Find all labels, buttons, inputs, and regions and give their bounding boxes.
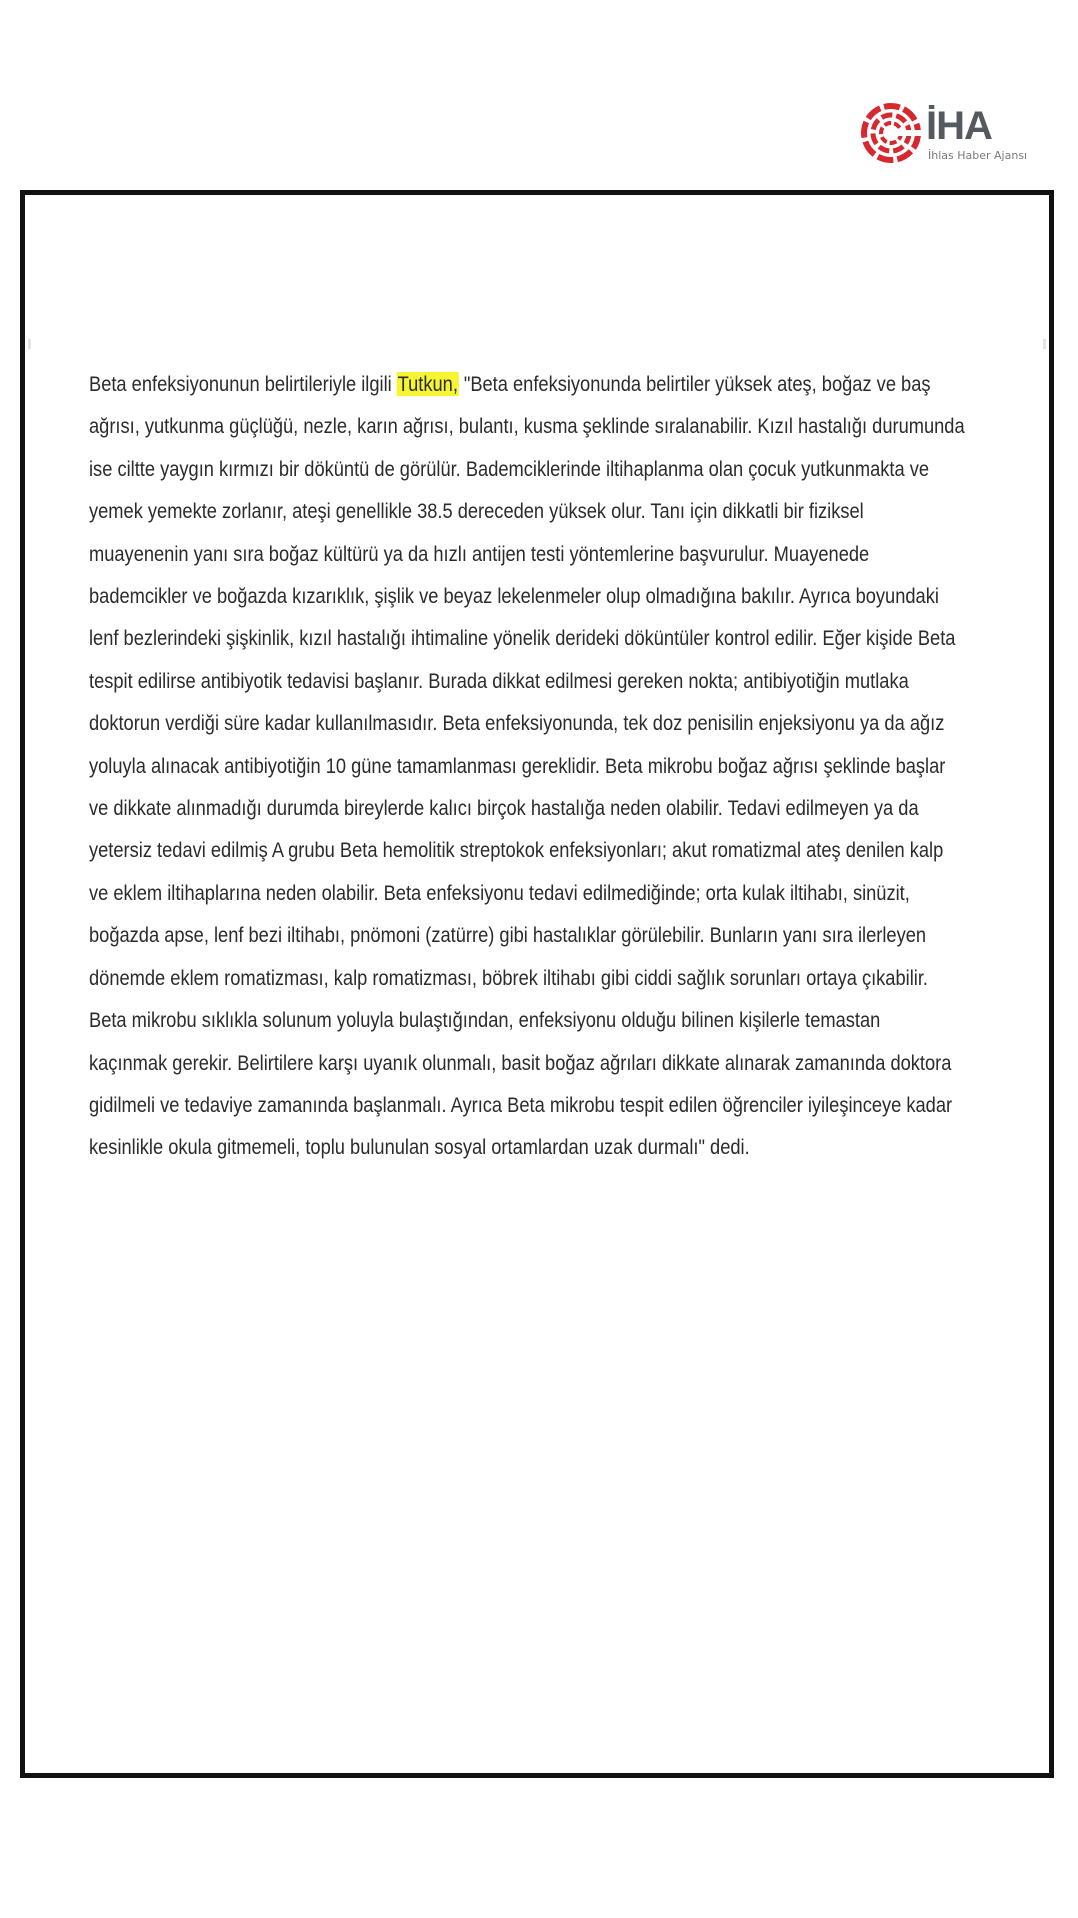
left-edge-mark (28, 339, 31, 349)
article-line: kaçınmak gerekir. Belirtilere karşı uyanık olunmalı, basit boğaz ağrıları dikkate alınarak zamanında doktora (89, 1050, 952, 1075)
article-body (89, 363, 965, 1169)
article-line: boğazda apse, lenf bezi iltihabı, pnömoni (zatürre) gibi hastalıklar görülebilir. Bunların yanı sıra ilerleyen (89, 923, 927, 948)
article-line (89, 363, 931, 405)
article-line: dönemde eklem romatizması, kalp romatizması, böbrek iltihabı gibi ciddi sağlık sorunları ortaya çıkabilir. (89, 965, 928, 990)
article-line: ağrısı, yutkunma güçlüğü, nezle, karın ağrısı, bulantı, kusma şeklinde sıralanabilir. Kızıl hastalığı durumunda (89, 414, 965, 439)
iha-logo (858, 100, 1036, 172)
article-line: tespit edilirse antibiyotik tedavisi başlanır. Burada dikkat edilmesi gereken nokta; antibiyotiğin mutlaka (89, 668, 909, 693)
article-line: ve dikkate alınmadığı durumda bireylerde kalıcı birçok hastalığa neden olabilir. Tedavi edilmeyen ya da (89, 796, 919, 821)
logo-subtitle: İhlas Haber Ajansı (928, 149, 1028, 162)
article-line: kesinlikle okula gitmemeli, toplu bulunulan sosyal ortamlardan uzak durmalı" dedi. (89, 1135, 750, 1160)
article-line: lenf bezlerindeki şişkinlik, kızıl hastalığı ihtimaline yönelik derideki döküntüler kontrol edilir. Eğer kişide Beta (89, 626, 956, 651)
article-line: Beta mikrobu sıklıkla solunum yoluyla bulaştığından, enfeksiyonu olduğu bilinen kişilerle temastan (89, 1008, 881, 1033)
line-start: Beta enfeksiyonunun belirtileriyle ilgili (89, 372, 397, 396)
article-line: gidilmeli ve tedaviye zamanında başlanmalı. Ayrıca Beta mikrobu tespit edilen öğrenciler iyileşinceye kadar (89, 1092, 953, 1117)
article-line: doktorun verdiği süre kadar kullanılmasıdır. Beta enfeksiyonunda, tek doz penisilin enjeksiyonu ya da ağız (89, 711, 945, 736)
logo-letters: İHA (926, 104, 992, 148)
article-line: muayenenin yanı sıra boğaz kültürü ya da hızlı antijen testi yöntemlerine başvurulur. Muayenede (89, 541, 870, 566)
line-end: "Beta enfeksiyonunda belirtiler yüksek ateş, boğaz ve baş (458, 372, 931, 396)
article-line: yemek yemekte zorlanır, ateşi genellikle 38.5 dereceden yüksek olur. Tanı için dikkatli bir fiziksel (89, 499, 864, 524)
article-line: ise ciltte yaygın kırmızı bir döküntü de görülür. Bademciklerinde iltihaplanma olan çocuk yutkunmakta ve (89, 456, 930, 481)
article-line: ve eklem iltihaplarına neden olabilir. Beta enfeksiyonu tedavi edilmediğinde; orta kulak iltihabı, sinüzit, (89, 880, 910, 905)
article-line: yetersiz tedavi edilmiş A grubu Beta hemolitik streptokok enfeksiyonları; akut romatizmal ateş denilen kalp (89, 838, 944, 863)
iha-rings-icon (858, 100, 924, 166)
highlighted-name: Tutkun, (397, 372, 458, 396)
document-frame (20, 190, 1054, 1778)
right-edge-mark (1043, 339, 1046, 349)
article-line: bademcikler ve boğazda kızarıklık, şişlik ve beyaz lekelenmeler olup olmadığına bakılır. Ayrıca boyundaki (89, 584, 939, 609)
article-line: yoluyla alınacak antibiyotiğin 10 güne tamamlanması gereklidir. Beta mikrobu boğaz ağrısı şeklinde başlar (89, 753, 946, 778)
